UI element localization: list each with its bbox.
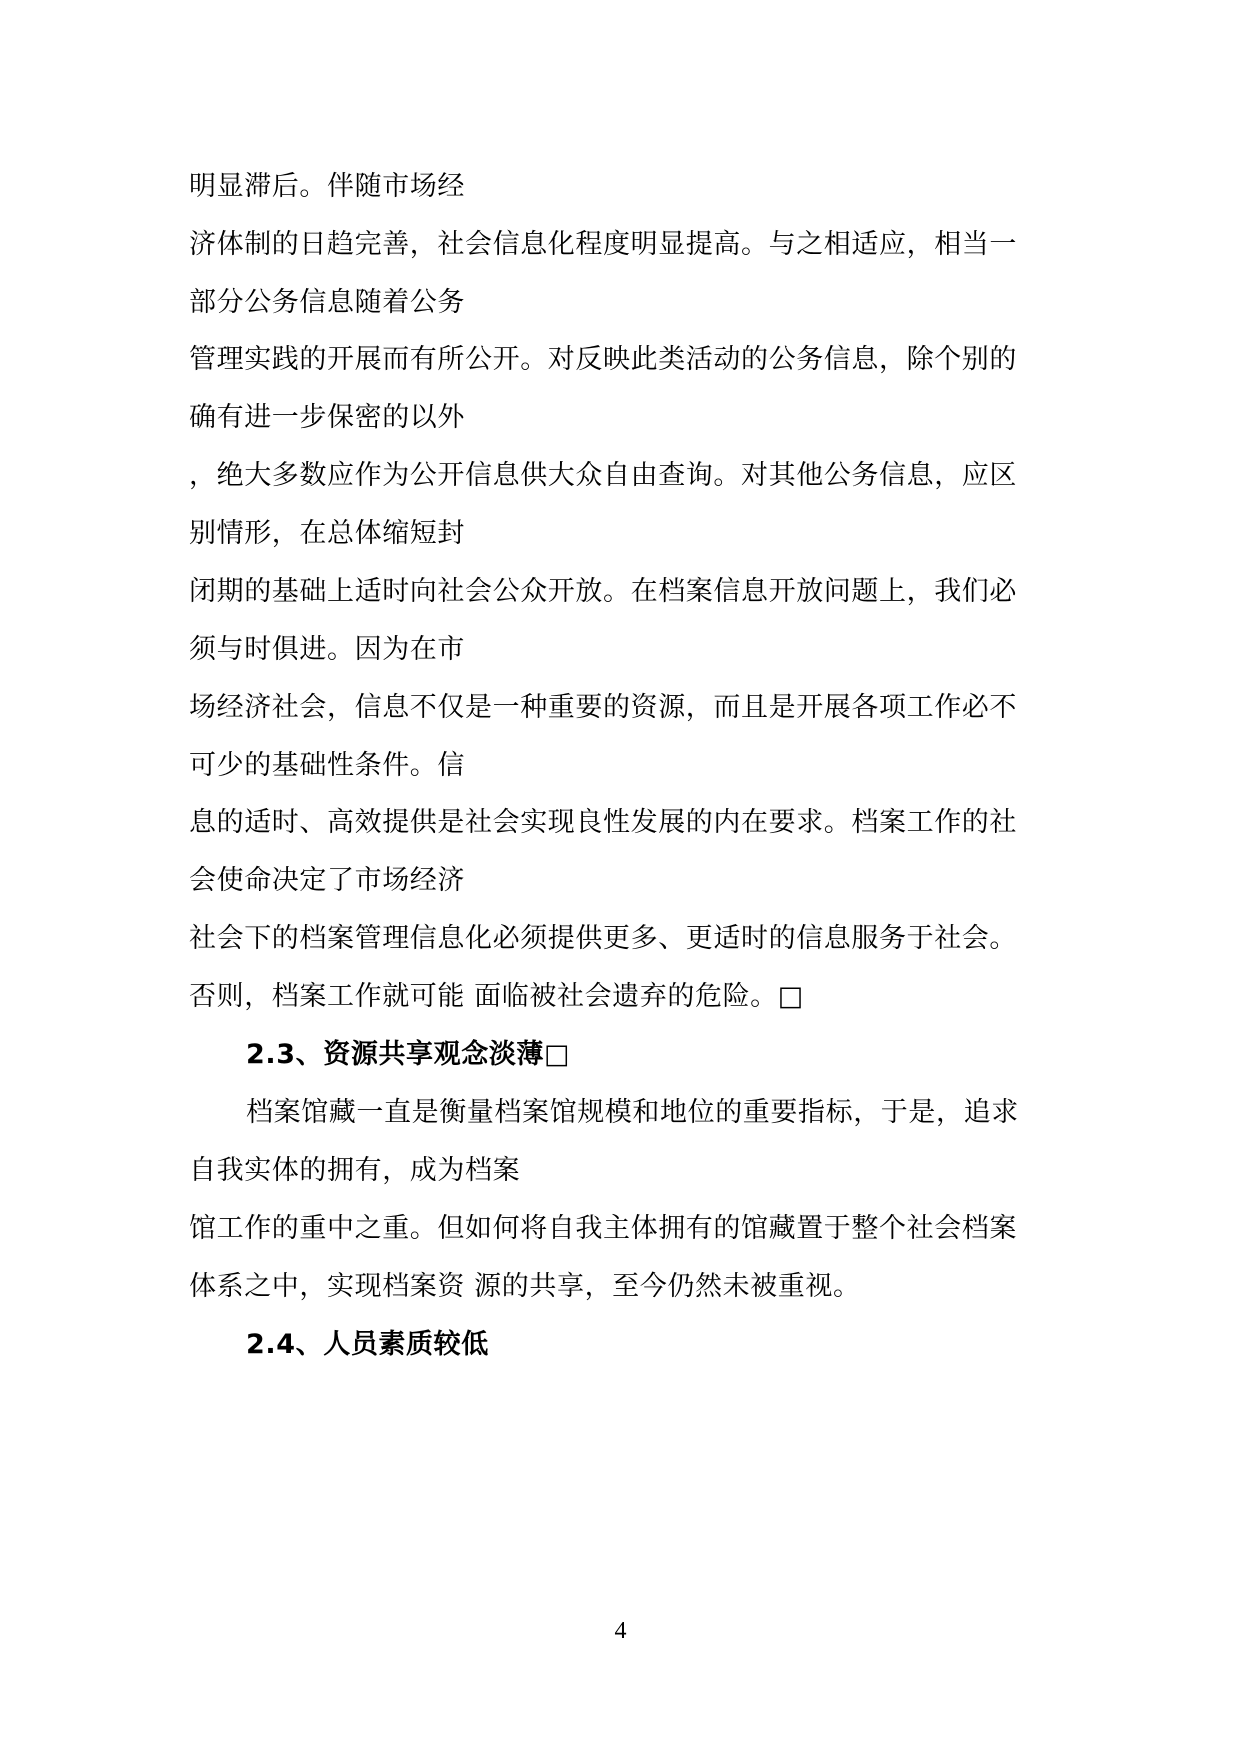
body-text-line: 体系之中，实现档案资 源的共享，至今仍然未被重视。: [189, 1271, 861, 1302]
body-text-line: 明显滞后。伴随市场经: [189, 171, 465, 202]
body-text-line: 闭期的基础上适时向社会公众开放。在档案信息开放问题上，我们必: [189, 576, 1017, 607]
body-text-line: 别情形，在总体缩短封: [189, 518, 465, 549]
body-text-line: 济体制的日趋完善，社会信息化程度明显提高。与之相适应，相当一: [189, 229, 1017, 260]
body-text-line: 须与时俱进。因为在市: [189, 634, 465, 665]
body-text-line: ，绝大多数应作为公开信息供大众自由查询。对其他公务信息，应区: [189, 460, 1017, 491]
body-text-line: 确有进一步保密的以外: [189, 402, 465, 433]
body-text-line: 档案馆藏一直是衡量档案馆规模和地位的重要指标，于是，追求: [246, 1097, 1019, 1128]
body-text-line: 管理实践的开展而有所公开。对反映此类活动的公务信息，除个别的: [189, 344, 1017, 375]
body-text-line: 息的适时、高效提供是社会实现良性发展的内在要求。档案工作的社: [189, 807, 1017, 838]
body-text-line: 馆工作的重中之重。但如何将自我主体拥有的馆藏置于整个社会档案: [189, 1213, 1017, 1244]
body-text-line: 否则，档案工作就可能 面临被社会遗弃的危险。□: [189, 981, 804, 1012]
body-text-line: 自我实体的拥有，成为档案: [189, 1155, 521, 1186]
section-heading-2-4: 2.4、人员素质较低: [246, 1329, 489, 1360]
body-text-line: 场经济社会，信息不仅是一种重要的资源，而且是开展各项工作必不: [189, 692, 1017, 723]
section-heading-2-3: 2.3、资源共享观念淡薄□: [246, 1039, 571, 1070]
body-text-line: 可少的基础性条件。信: [189, 750, 465, 781]
body-text-line: 部分公务信息随着公务: [189, 287, 465, 318]
body-text-line: 会使命决定了市场经济: [189, 865, 465, 896]
page-number: 4: [614, 1618, 627, 1644]
body-text-line: 社会下的档案管理信息化必须提供更多、更适时的信息服务于社会。: [189, 923, 1017, 954]
